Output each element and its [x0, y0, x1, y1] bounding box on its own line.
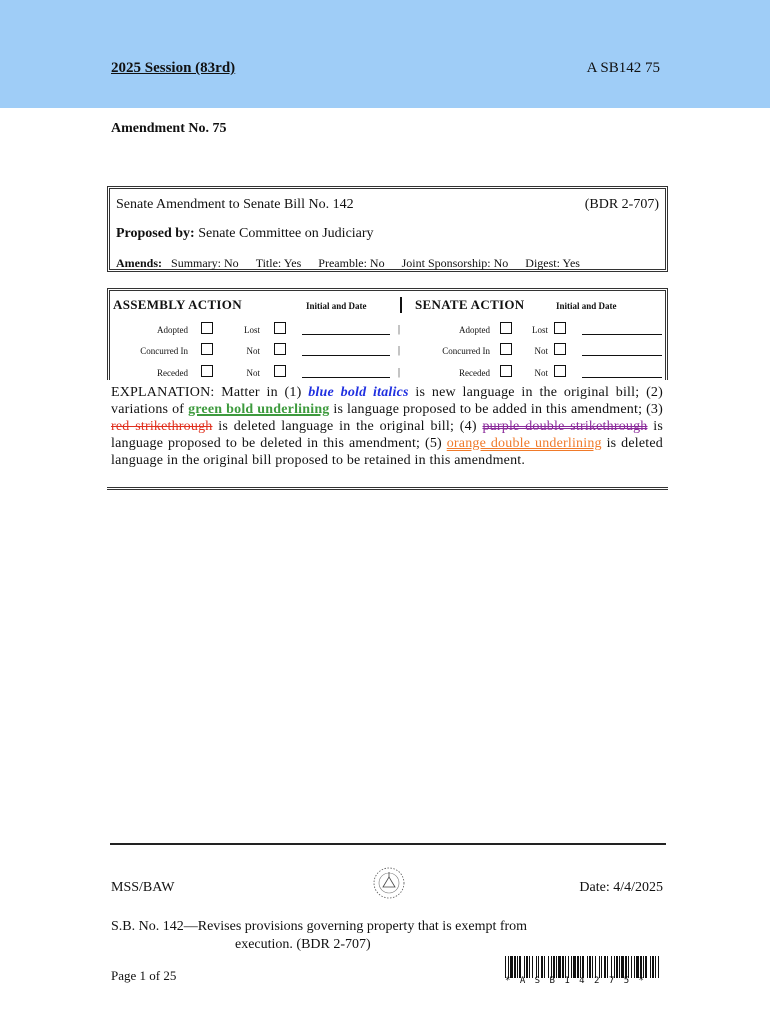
senate-adopted-label: Adopted — [459, 325, 490, 335]
assembly-receded-checkbox[interactable] — [201, 365, 213, 377]
amends-summary: Summary: No — [171, 256, 239, 270]
page-number: Page 1 of 25 — [111, 968, 177, 983]
amends-joint-sponsorship: Joint Sponsorship: No — [401, 256, 509, 270]
state-seal-icon — [372, 866, 406, 900]
amends-title: Title: Yes — [255, 256, 302, 270]
amendment-code: A SB142 75 — [586, 60, 660, 76]
expl-text-1: EXPLANATION: Matter in (1) — [111, 385, 309, 400]
assembly-concurred-label: Concurred In — [140, 346, 188, 356]
assembly-action-heading: ASSEMBLY ACTION — [113, 297, 242, 312]
expl-text-5: is language proposed to be deleted in this amendment; (5) — [111, 419, 663, 451]
amends-digest: Digest: Yes — [525, 256, 580, 270]
senate-lost-label: Lost — [531, 325, 548, 335]
expl-text-4: is deleted language in the original bill; (4) — [212, 419, 483, 434]
explanation-paragraph — [111, 384, 663, 469]
amendment-title: Senate Amendment to Senate Bill No. 142 — [116, 197, 354, 212]
expl-text-2: is new language in the original bill; (2) variations of — [111, 385, 663, 417]
senate-adopted-checkbox[interactable] — [500, 322, 512, 334]
assembly-initial-date-heading: Initial and Date — [306, 301, 367, 311]
assembly-concurred-checkbox[interactable] — [201, 343, 213, 355]
expl-green-sample: green bold underlining — [188, 402, 330, 417]
expl-text-3: is language proposed to be added in this amendment; (3) — [329, 402, 663, 417]
header-band — [0, 0, 770, 108]
bill-description-line1: S.B. No. 142—Revises provisions governing property that is exempt from — [111, 919, 528, 934]
amendment-date: Date: 4/4/2025 — [579, 880, 663, 895]
senate-concurred-initial-line — [582, 355, 662, 356]
senate-adopted-initial-line — [582, 334, 662, 335]
expl-blue-sample: blue bold italics — [308, 385, 409, 400]
senate-receded-initial-line — [582, 377, 662, 378]
senate-not-checkbox[interactable] — [554, 343, 566, 355]
assembly-receded-label: Receded — [157, 368, 188, 378]
amendment-number: Amendment No. 75 — [111, 121, 227, 136]
summary-box — [107, 186, 668, 272]
barcode-text: * A S B 1 4 2 7 5 * — [505, 976, 646, 986]
assembly-lost-label: Lost — [243, 325, 260, 335]
expl-purple-sample: purple double strikethrough — [482, 419, 648, 434]
proposed-by-label: Proposed by: — [116, 226, 195, 241]
senate-receded-checkbox[interactable] — [500, 365, 512, 377]
senate-receded-not-label: Not — [534, 368, 548, 378]
amends-label: Amends: — [116, 256, 163, 270]
amends-preamble: Preamble: No — [318, 256, 385, 270]
column-separator — [400, 297, 402, 313]
proposed-by-value: Senate Committee on Judiciary — [198, 226, 374, 241]
bdr-number: (BDR 2-707) — [584, 197, 659, 212]
assembly-adopted-initial-line — [302, 334, 390, 335]
senate-action-heading: SENATE ACTION — [415, 297, 525, 312]
expl-text-6: is deleted language in the original bill proposed to be retained in this amendment. — [111, 436, 663, 468]
proposed-by — [116, 226, 374, 242]
assembly-receded-not-label: Not — [246, 368, 260, 378]
assembly-receded-bar: | — [398, 367, 401, 378]
drafter-initials: MSS/BAW — [111, 880, 175, 895]
senate-receded-label: Receded — [459, 368, 490, 378]
assembly-not-label: Not — [246, 346, 260, 356]
assembly-not-checkbox[interactable] — [274, 343, 286, 355]
assembly-lost-checkbox[interactable] — [274, 322, 286, 334]
senate-concurred-checkbox[interactable] — [500, 343, 512, 355]
assembly-adopted-label: Adopted — [157, 325, 188, 335]
assembly-adopted-checkbox[interactable] — [201, 322, 213, 334]
assembly-adopted-bar: | — [398, 324, 401, 335]
footer-rule — [110, 843, 666, 845]
senate-initial-date-heading: Initial and Date — [556, 301, 617, 311]
senate-not-label: Not — [534, 346, 548, 356]
senate-receded-not-checkbox[interactable] — [554, 365, 566, 377]
expl-red-sample: red strikethrough — [111, 419, 213, 434]
expl-orange-sample: orange double underlining — [446, 436, 602, 451]
assembly-receded-initial-line — [302, 377, 390, 378]
barcode-icon — [505, 956, 661, 978]
assembly-receded-not-checkbox[interactable] — [274, 365, 286, 377]
senate-lost-checkbox[interactable] — [554, 322, 566, 334]
amends-row — [116, 256, 580, 271]
assembly-concurred-bar: | — [398, 345, 401, 356]
assembly-concurred-initial-line — [302, 355, 390, 356]
session-title: 2025 Session (83rd) — [111, 60, 236, 76]
explanation-bottom-rule — [107, 487, 668, 490]
bill-description-line2: execution. (BDR 2-707) — [235, 937, 371, 952]
action-box — [107, 288, 668, 380]
bill-description — [111, 918, 631, 954]
senate-concurred-label: Concurred In — [442, 346, 490, 356]
